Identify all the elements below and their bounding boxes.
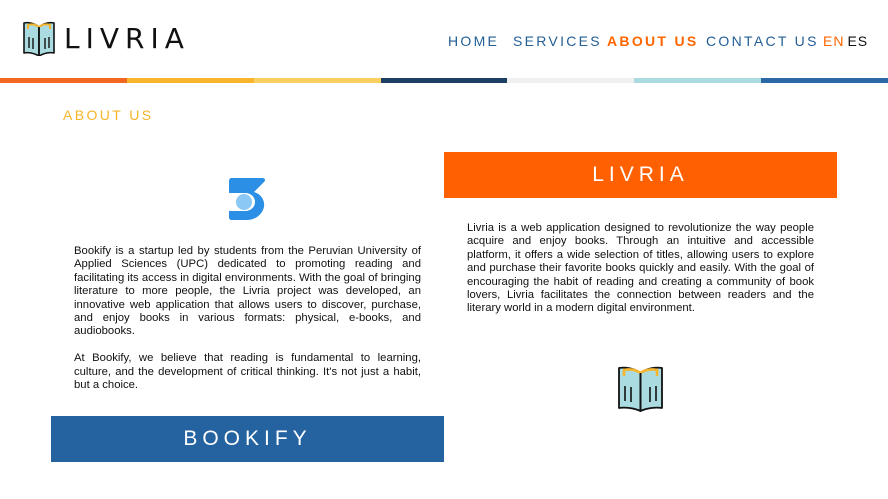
nav-contact-us[interactable]: CONTACT US [706,33,819,49]
stripe-segment [507,78,634,83]
bookify-banner-label: BOOKIFY [183,427,312,450]
bookify-paragraph: Bookify is a startup led by students from the Peruvian University of Applied Sciences (UPC) dedicated to promoting reading and facilitating its access in digital environments. With the goal of bringing literature to more people, the Livria project was developed, an innovative web application that allows users to discover, purchase, and enjoy books in various formats: physical, e-books, and audiobooks. [74,245,421,338]
brand-name: LIVRIA [64,21,190,55]
open-book-icon [22,20,56,56]
color-stripe [0,78,888,83]
stripe-segment [254,78,381,83]
page-title: ABOUT US [63,107,154,123]
nav-services[interactable]: SERVICES [513,33,602,49]
livria-paragraph: Livria is a web application designed to revolutionize the way people acquire and enjoy books. Through an intuitive and accessible platform, it offers a wide selection of titles, allowing users to explore and purchase their favorite books quickly and easily. With the goal of encouraging the habit of reading and creating a community of book lovers, Livria facilitates the connection between readers and the literary world in a modern digital environment. [467,222,814,315]
stripe-segment [127,78,254,83]
open-book-icon [616,364,665,412]
stripe-segment [0,78,127,83]
bookify-paragraph: At Bookify, we believe that reading is fundamental to learning, culture, and the development of critical thinking. It's not just a habit, but a choice. [74,352,421,392]
site-header [0,0,888,78]
bookify-banner [51,416,444,462]
livria-banner [444,152,837,198]
nav-about-us[interactable]: ABOUT US [607,33,699,49]
brand-logo[interactable] [22,20,190,56]
livria-description [467,222,814,316]
bookify-logo-icon [229,176,267,221]
lang-en[interactable]: EN [823,33,845,49]
bookify-description [74,245,421,406]
livria-banner-label: LIVRIA [592,163,689,186]
language-switcher [823,33,868,49]
stripe-segment [761,78,888,83]
lang-es[interactable]: ES [847,33,869,49]
nav-home[interactable]: HOME [448,33,500,49]
stripe-segment [381,78,508,83]
stripe-segment [634,78,761,83]
